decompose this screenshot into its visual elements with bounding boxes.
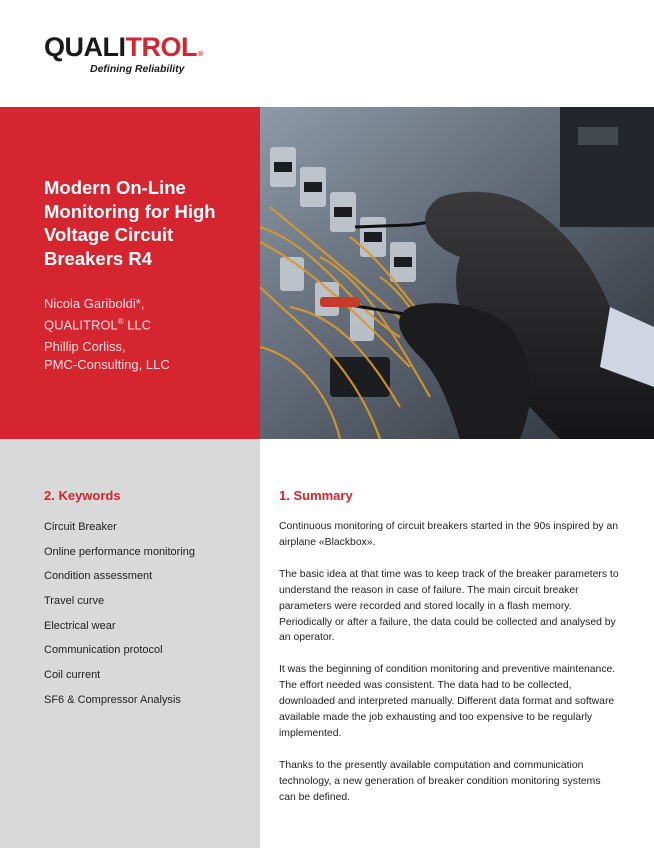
keyword-item: Electrical wear: [44, 619, 116, 632]
technician-wiring-photo: [260, 107, 654, 439]
summary-heading: 1. Summary: [279, 488, 353, 503]
summary-paragraph: The basic idea at that time was to keep track of the breaker parameters to understand the reason in case of failure. The main circuit breaker parameters were recorded and stored locally in a flash memory. Periodically or after a failure, the data could be collected and analysed by an operator.: [279, 568, 619, 644]
author-1-org-suffix: LLC: [123, 317, 152, 333]
cover-photo: [260, 107, 654, 439]
logo-text-second: TROL: [125, 32, 197, 62]
authors-block: [44, 295, 254, 378]
author-1-org-reg: ®: [117, 317, 124, 326]
keyword-item: Coil current: [44, 669, 101, 682]
keyword-item: Circuit Breaker: [44, 521, 117, 533]
summary-paragraph: It was the beginning of condition monitoring and preventive maintenance. The effort needed was consistent. The data had to be collected, downloaded and interpreted manually. Different data format and software available made the job exhausting and too expensive to be regularly implemented.: [279, 664, 616, 739]
title-panel: [0, 107, 260, 439]
keyword-item: Travel curve: [44, 595, 105, 608]
qualitrol-logo: [44, 34, 203, 75]
author-1-org: QUALITROL: [44, 317, 118, 333]
author-1-name: Nicola Gariboldi*,: [44, 296, 145, 311]
keyword-item: Communication protocol: [44, 644, 163, 657]
keyword-item: SF6 & Compressor Analysis: [44, 693, 181, 706]
keywords-heading: 2. Keywords: [44, 488, 121, 503]
author-2: [44, 338, 254, 374]
logo-wordmark: [44, 34, 203, 61]
page-header: [0, 0, 654, 107]
author-1: [44, 295, 254, 334]
keyword-item: Online performance monitoring: [44, 545, 196, 558]
summary-body: [279, 519, 619, 822]
document-title: Modern On-Line Monitoring for High Voltage Circuit Breakers R4: [44, 177, 216, 269]
logo-tagline: Defining Reliability: [90, 63, 185, 75]
author-2-name: Phillip Corliss,: [44, 339, 126, 355]
author-2-org: PMC-Consulting, LLC: [44, 357, 170, 373]
logo-registered-mark: ®: [198, 51, 203, 58]
keywords-list: [44, 520, 195, 718]
logo-text-first: QUALI: [44, 32, 126, 62]
summary-paragraph: Thanks to the presently available computation and communication technology, a new generation of breaker condition monitoring systems can be defined.: [279, 759, 601, 803]
keyword-item: Condition assessment: [44, 570, 153, 583]
summary-paragraph: Continuous monitoring of circuit breakers started in the 90s inspired by an airplane «Blackbox».: [279, 521, 619, 548]
